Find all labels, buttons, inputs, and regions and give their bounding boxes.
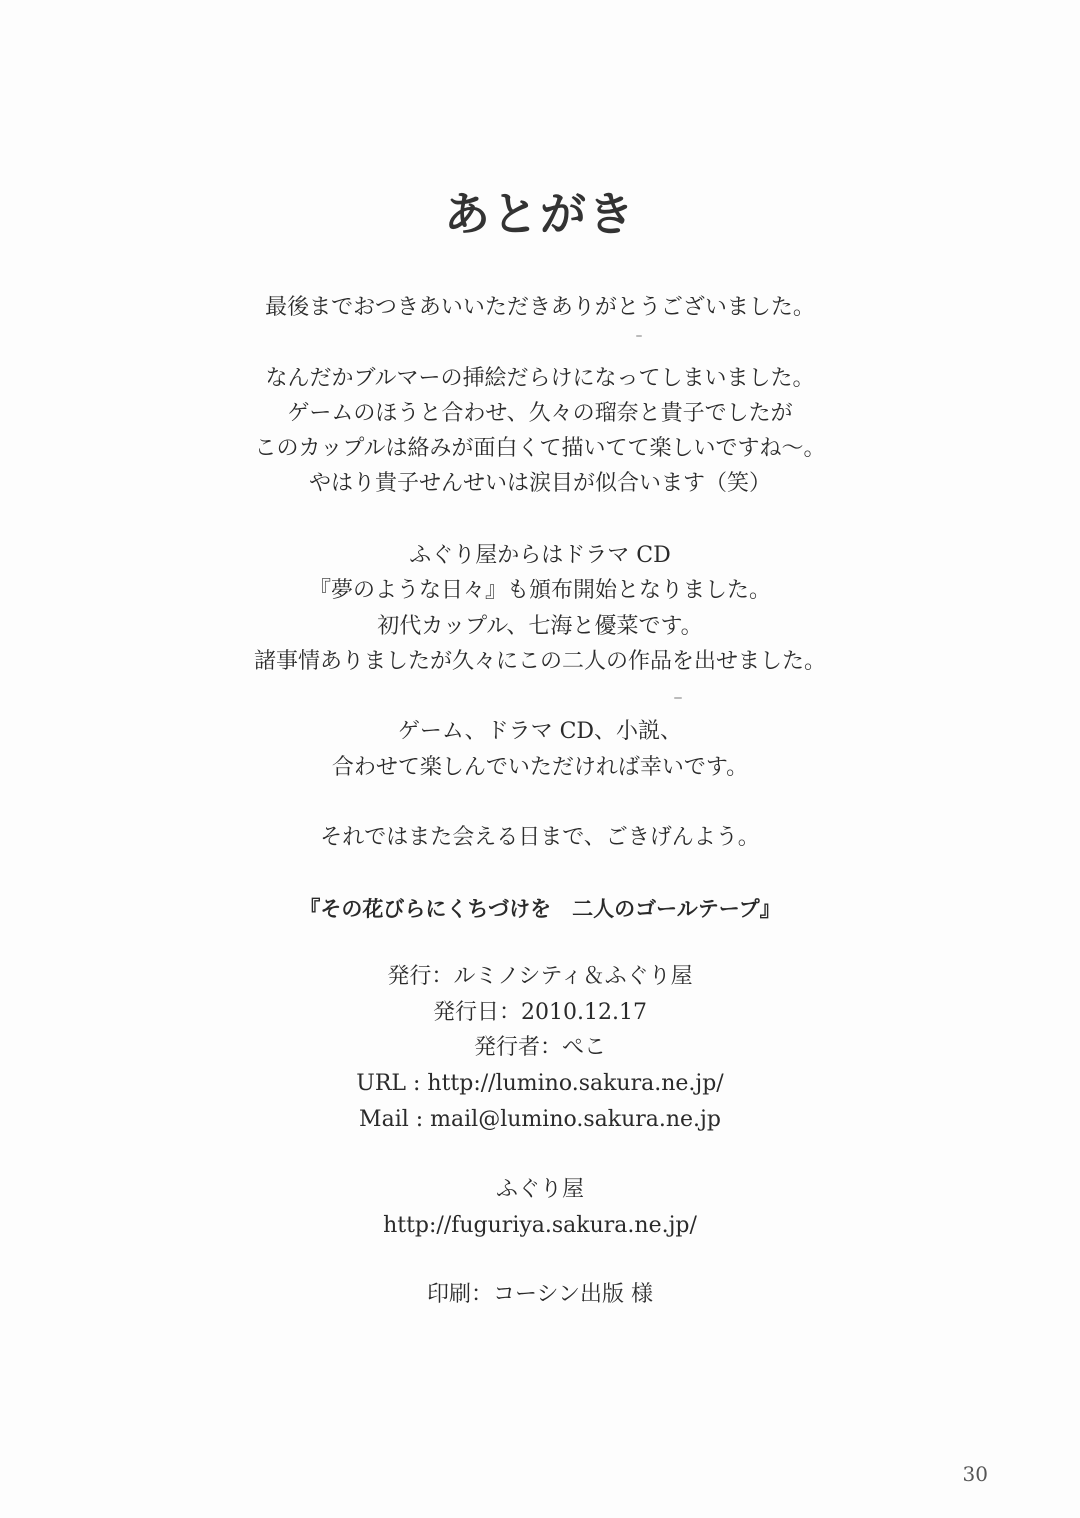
paragraph-line: 初代カップル、七海と優菜です。 xyxy=(377,614,703,639)
mail: Mail : mail@lumino.sakura.ne.jp xyxy=(359,1107,721,1132)
paragraph-line: ふぐり屋からはドラマ CD xyxy=(409,543,671,568)
page-number: 30 xyxy=(962,1462,988,1486)
paragraph-line: ゲームのほうと合わせ、久々の瑠奈と貴子でしたが xyxy=(287,401,793,426)
paragraph-line: 最後までおつきあいいただきありがとうございました。 xyxy=(265,295,815,320)
circle-url: http://fuguriya.sakura.ne.jp/ xyxy=(383,1213,697,1238)
circle-name: ふぐり屋 xyxy=(495,1177,584,1202)
printer: 印刷：コーシン出版 様 xyxy=(426,1282,653,1307)
paragraph-line: ゲーム、ドラマ CD、小説、 xyxy=(397,719,683,744)
scan-speck xyxy=(636,335,642,337)
publication-date: 発行日：2010.12.17 xyxy=(433,1000,647,1025)
paragraph-line: 合わせて楽しんでいただければ幸いです。 xyxy=(331,755,749,780)
page-title: あとがき xyxy=(444,187,636,241)
paragraph-line: それではまた会える日まで、ごきげんよう。 xyxy=(320,825,760,850)
paragraph-line: 『夢のような日々』も頒布開始となりました。 xyxy=(308,578,771,603)
scan-speck xyxy=(674,697,682,699)
publisher: 発行：ルミノシティ＆ふぐり屋 xyxy=(387,964,693,989)
paragraph-line: 諸事情ありましたが久々にこの二人の作品を出せました。 xyxy=(253,649,826,674)
issuer: 発行者：ぺこ xyxy=(473,1035,606,1060)
url: URL : http://lumino.sakura.ne.jp/ xyxy=(356,1071,724,1096)
paragraph-line: なんだかブルマーの挿絵だらけになってしまいました。 xyxy=(265,366,815,391)
paragraph-line: やはり貴子せんせいは涙目が似合います（笑） xyxy=(308,471,771,496)
paragraph-line: このカップルは絡みが面白くて描いてて楽しいですね～。 xyxy=(254,436,826,461)
book-title: 『その花びらにくちづけを 二人のゴールテープ』 xyxy=(299,896,781,921)
